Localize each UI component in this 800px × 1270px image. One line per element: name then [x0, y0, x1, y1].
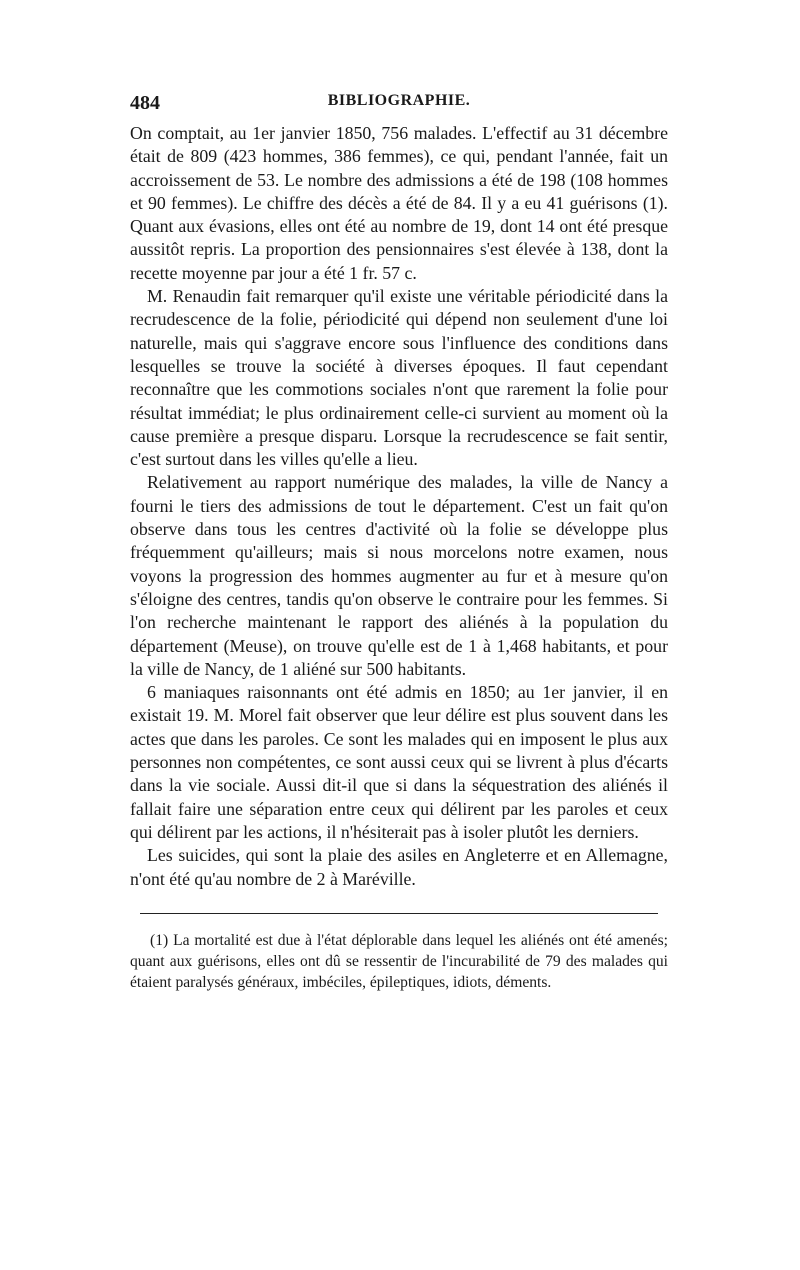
paragraph-statistics: On comptait, au 1er janvier 1850, 756 malades. L'effectif au 31 décembre était de 809 (423 hommes, 386 femmes), ce qui, pendant l'année, fait un accroissement de 53. Le nombre des admissions a été de 198 (108 hommes et 90 femmes). Le chiffre des décès a été de 84. Il y a eu 41 guérisons (1). Quant aux évasions, elles ont été au nombre de 19, dont 14 ont été presque aussitôt repris. La proportion des pensionnaires s'est élevée à 138, dont la recette moyenne par jour a été 1 fr. 57 c.: [130, 123, 668, 283]
footnote-divider: [140, 913, 658, 914]
footnote-1: (1) La mortalité est due à l'état déplorable dans lequel les aliénés ont été amenés; quant aux guérisons, elles ont dû se ressentir de l'incurabilité de 79 des malades qui étaient paralysés généraux, imbéciles, épileptiques, idiots, déments.: [130, 931, 668, 992]
paragraph-nancy: Relativement au rapport numérique des malades, la ville de Nancy a fourni le tiers des admissions de tout le département. C'est un fait qu'on observe dans tous les centres d'activité où la folie se développe plus fréquemment qu'ailleurs; mais si nous morcelons notre examen, nous voyons la progression des hommes augmenter au fur et à mesure qu'on s'éloigne des centres, tandis qu'on observe le contraire pour les femmes. Si l'on recherche maintenant le rapport des aliénés à la population du département (Meuse), on trouve qu'elle est de 1 à 1,468 habitants, et pour la ville de Nancy, de 1 aliéné sur 500 habitants.: [130, 472, 668, 679]
running-head: [130, 92, 668, 122]
footnotes: [130, 930, 668, 994]
body-text: [130, 122, 668, 891]
paragraph-periodicity: M. Renaudin fait remarquer qu'il existe une véritable périodicité dans la recrudescence de la folie, périodicité qui dépend non seulement d'une loi naturelle, mais qui s'aggrave encore sous l'influence des conditions dans lesquelles se trouve la société à diverses époques. Il faut cependant reconnaître que les commotions sociales n'ont que rarement la folie pour résultat immédiat; le plus ordinairement celle-ci survient au moment où la cause première a presque disparu. Lorsque la recrudescence se fait sentir, c'est surtout dans les villes qu'elle a lieu.: [130, 286, 668, 470]
page-number: 484: [130, 92, 160, 114]
paragraph-maniacs: 6 maniaques raisonnants ont été admis en 1850; au 1er janvier, il en existait 19. M. Morel fait observer que leur délire est plus souvent dans les actes que dans les paroles. Ce sont les malades qui en imposent le plus aux personnes non compétentes, ce sont aussi ceux qui se livrent à plus d'écarts dans la vie sociale. Aussi dit-il que si dans la séquestration des aliénés il fallait faire une séparation entre ceux qui délirent par les paroles et ceux qui délirent par les actions, il n'hésiterait pas à isoler plutôt les derniers.: [130, 682, 668, 842]
page: [130, 92, 668, 994]
paragraph-suicides: Les suicides, qui sont la plaie des asiles en Angleterre et en Allemagne, n'ont été qu'au nombre de 2 à Maréville.: [130, 845, 668, 889]
running-title: BIBLIOGRAPHIE.: [327, 92, 471, 109]
